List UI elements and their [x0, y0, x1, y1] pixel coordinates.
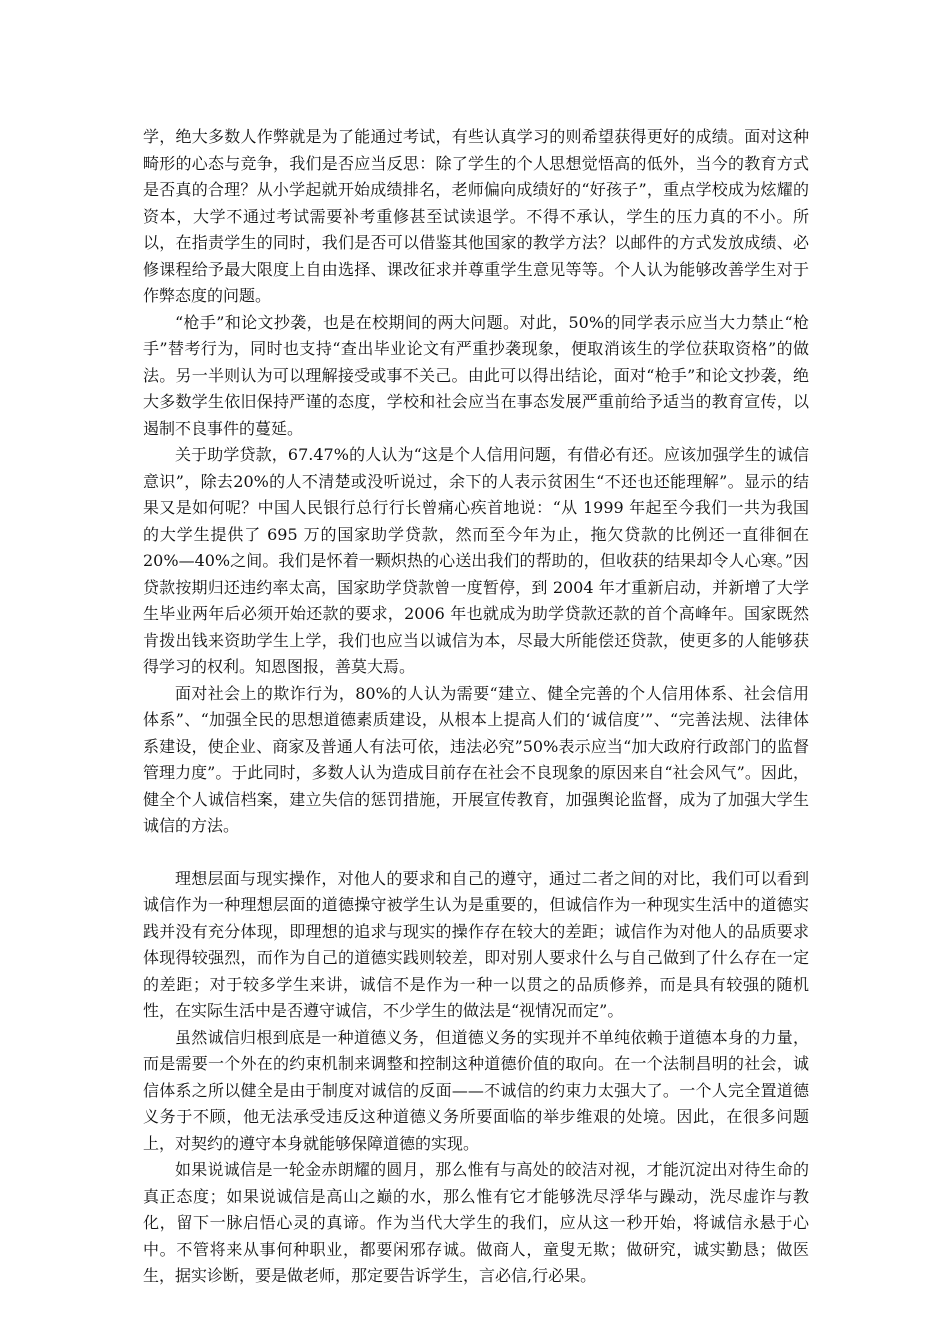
- paragraph-ghostwriting-plagiarism: “枪手”和论文抄袭，也是在校期间的两大问题。对此，50%的同学表示应当大力禁止“枪手”替考行为，同时也支持“查出毕业论文有严重抄袭现象，便取消该生的学位获取资格”的做法。另一半则认为可以理解接受或事不关己。由此可以得出结论，面对“枪手”和论文抄袭，绝大多数学生依旧保持严谨的态度，学校和社会应当在事态发展严重前给予适当的教育宣传，以遏制不良事件的蔓延。: [143, 312, 809, 438]
- document-body: [143, 124, 809, 1290]
- paragraph-student-loans: 关于助学贷款，67.47%的人认为“这是个人信用问题，有借必有还。应该加强学生的诚信意识”，除去20%的人不清楚或没听说过，余下的人表示贫困生“不还也还能理解”。显示的结果又是如何呢？中国人民银行总行行长曾痛心疾首地说：“从 1999 年起至今我们一共为我国的大学生提供了 695 万的国家助学贷款，然而至今年为止，拖欠贷款的比例还一直徘徊在 20%—40%之间。我们是怀着一颗炽热的心送出我们的帮助的，但收获的结果却令人心寒。”因贷款按期归还违约率太高，国家助学贷款曾一度暂停，到 2004 年才重新启动，并新增了大学生毕业两年后必须开始还款的要求，2006 年也就成为助学贷款还款的首个高峰年。国家既然肯拨出钱来资助学生上学，我们也应当以诚信为本，尽最大所能偿还贷款，使更多的人能够获得学习的权利。知恩图报，善莫大焉。: [143, 445, 809, 676]
- paragraph-exam-cheating: 学，绝大多数人作弊就是为了能通过考试，有些认真学习的则希望获得更好的成绩。面对这种畸形的心态与竞争，我们是否应当反思：除了学生的个人思想觉悟高的低外，当今的教育方式是否真的合理？从小学起就开始成绩排名，老师偏向成绩好的“好孩子”，重点学校成为炫耀的资本，大学不通过考试需要补考重修甚至试读退学。不得不承认，学生的压力真的不小。所以，在指责学生的同时，我们是否可以借鉴其他国家的教学方法？以邮件的方式发放成绩、必修课程给予最大限度上自由选择、课改征求并尊重学生意见等等。个人认为能够改善学生对于作弊态度的问题。: [143, 127, 809, 305]
- paragraph-social-fraud: 面对社会上的欺诈行为，80%的人认为需要“建立、健全完善的个人信用体系、社会信用体系”、“加强全民的思想道德素质建设，从根本上提高人们的‘诚信度’”、“完善法规、法律体系建设，使企业、商家及普通人有法可依，违法必究”50%表示应当“加大政府行政部门的监督管理力度”。于此同时，多数人认为造成目前存在社会不良现象的原因来自“社会风气”。因此，健全个人诚信档案，建立失信的惩罚措施，开展宣传教育，加强舆论监督，成为了加强大学生诚信的方法。: [143, 683, 809, 835]
- paragraph-moral-obligation: 虽然诚信归根到底是一种道德义务，但道德义务的实现并不单纯依赖于道德本身的力量，而是需要一个外在的约束机制来调整和控制这种道德价值的取向。在一个法制昌明的社会，诚信体系之所以健全是由于制度对诚信的反面——不诚信的约束力太强大了。一个人完全置道德义务于不顾，他无法承受违反这种道德义务所要面临的举步维艰的处境。因此，在很多问题上，对契约的遵守本身就能够保障道德的实现。: [143, 1027, 809, 1153]
- paragraph-conclusion: 如果说诚信是一轮金赤朗耀的圆月，那么惟有与高处的皎洁对视，才能沉淀出对待生命的真正态度；如果说诚信是高山之巅的水，那么惟有它才能够洗尽浮华与躁动，洗尽虚诈与教化，留下一脉启悟心灵的真谛。作为当代大学生的我们，应从这一秒开始，将诚信永悬于心中。不管将来从事何种职业，都要闲邪存诚。做商人，童叟无欺；做研究，诚实勤恳；做医生，据实诊断，要是做老师，那定要告诉学生，言必信,行必果。: [143, 1160, 809, 1285]
- paragraph-ideal-vs-practice: 理想层面与现实操作，对他人的要求和自己的遵守，通过二者之间的对比，我们可以看到诚信作为一种理想层面的道德操守被学生认为是重要的，但诚信作为一种现实生活中的道德实践并没有充分体现，即理想的追求与现实的操作存在较大的差距；诚信作为对他人的品质要求体现得较强烈，而作为自己的道德实践则较差，即对别人要求什么与自己做到了什么存在一定的差距；对于较多学生来讲，诚信不是作为一种一以贯之的品质修养，而是具有较强的随机性，在实际生活中是否遵守诚信，不少学生的做法是“视情况而定”。: [143, 868, 809, 1020]
